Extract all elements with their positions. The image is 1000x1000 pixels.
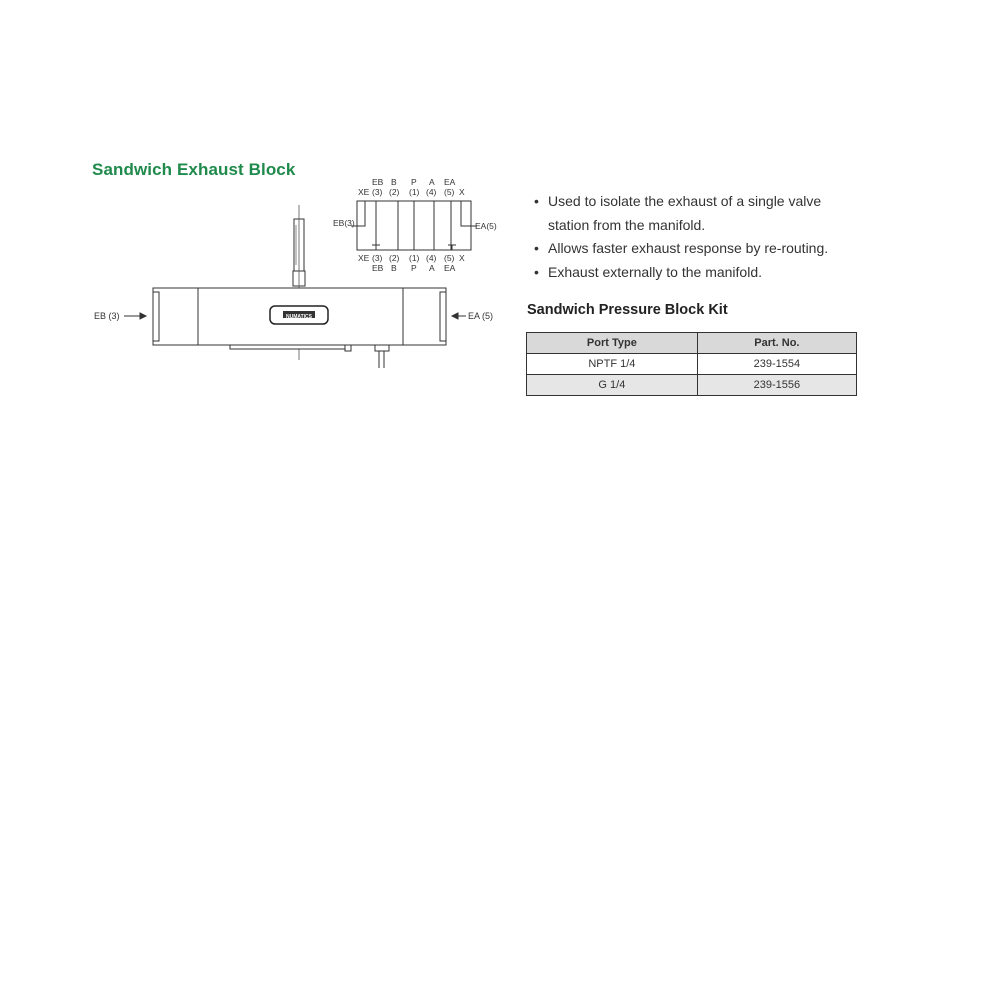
- symbol-bottom-labels: [358, 253, 465, 273]
- body-badge: NUMATICS: [285, 314, 313, 320]
- feature-item: • Used to isolate the exhaust of a single valve station from the manifold.: [534, 190, 864, 237]
- feature-item: • Exhaust externally to the manifold.: [534, 261, 864, 285]
- top-letter-eb: EB: [372, 177, 384, 187]
- top-num-3: (3): [372, 187, 383, 197]
- body-label-left: EB (3): [94, 311, 120, 321]
- top-letter-ea: EA: [444, 177, 456, 187]
- body-label-right: EA (5): [468, 311, 494, 321]
- valve-symbol: [351, 201, 477, 250]
- column-header-port-type: Port Type: [527, 333, 698, 354]
- kit-title: Sandwich Pressure Block Kit: [527, 302, 728, 318]
- valve-body: [153, 205, 446, 368]
- top-letter-p: P: [411, 177, 417, 187]
- bottom-num-5: (5): [444, 253, 455, 263]
- bottom-letter-a: A: [429, 263, 435, 273]
- feature-item: • Allows faster exhaust response by re-routing.: [534, 237, 864, 261]
- top-letter-b: B: [391, 177, 397, 187]
- column-header-part-no: Part. No.: [697, 333, 856, 354]
- cell-port-type: NPTF 1/4: [527, 354, 698, 375]
- bottom-num-x: X: [459, 253, 465, 263]
- bottom-num-2: (2): [389, 253, 400, 263]
- symbol-side-left: EB(3): [333, 218, 355, 228]
- bottom-num-3: (3): [372, 253, 383, 263]
- table-header-row: [527, 333, 857, 354]
- feature-list: [534, 190, 864, 284]
- top-letter-a: A: [429, 177, 435, 187]
- top-num-x: X: [459, 187, 465, 197]
- top-num-4: (4): [426, 187, 437, 197]
- top-num-2: (2): [389, 187, 400, 197]
- bottom-num-1: (1): [409, 253, 420, 263]
- top-num-1: (1): [409, 187, 420, 197]
- cell-part-no: 239-1556: [697, 375, 856, 396]
- bottom-letter-eb: EB: [372, 263, 384, 273]
- cell-port-type: G 1/4: [527, 375, 698, 396]
- section-title: Sandwich Exhaust Block: [92, 160, 296, 179]
- bottom-num-xe: XE: [358, 253, 370, 263]
- kit-table: [526, 332, 857, 396]
- top-num-5: (5): [444, 187, 455, 197]
- table-row: [527, 375, 857, 396]
- bottom-letter-ea: EA: [444, 263, 456, 273]
- symbol-top-labels: [358, 177, 465, 197]
- bottom-num-4: (4): [426, 253, 437, 263]
- top-num-xe: XE: [358, 187, 370, 197]
- table-row: [527, 354, 857, 375]
- bottom-letter-b: B: [391, 263, 397, 273]
- cell-part-no: 239-1554: [697, 354, 856, 375]
- bottom-letter-p: P: [411, 263, 417, 273]
- symbol-side-right: EA(5): [475, 221, 497, 231]
